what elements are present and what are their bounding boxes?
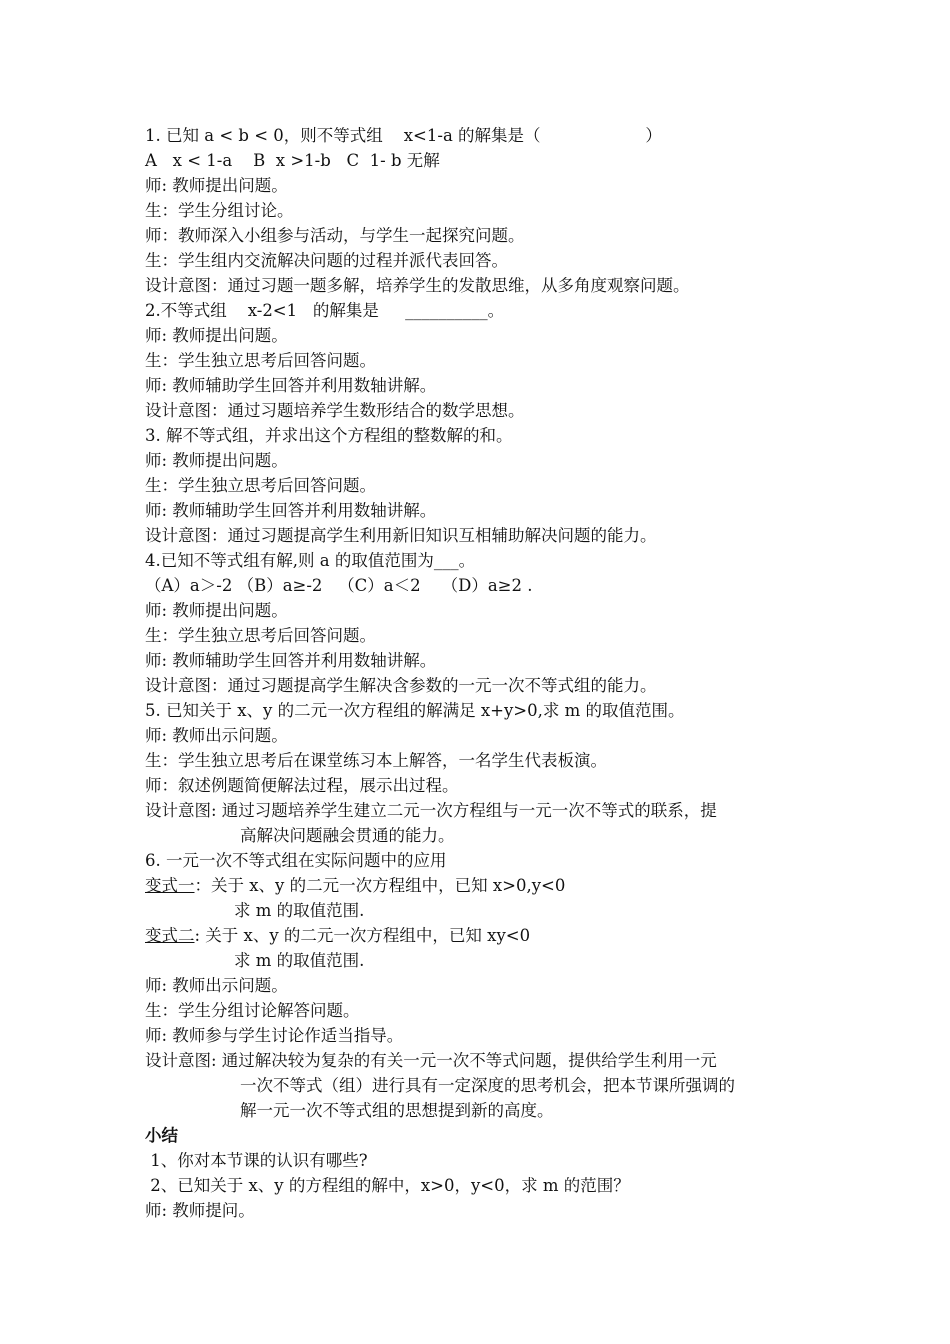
text-line: 生：学生分组讨论。 — [145, 201, 294, 220]
variant-one-text: ：关于 x、y 的二元一次方程组中，已知 x>0,y<0 — [194, 876, 566, 895]
text-line: 2、已知关于 x、y 的方程组的解中，x>0，y<0，求 m 的范围？ — [145, 1176, 630, 1195]
text-line — [145, 874, 565, 898]
text-line: 求 m 的取值范围. — [234, 951, 365, 970]
text-line: 2.不等式组 x-2<1 的解集是 __________。 — [145, 301, 505, 320]
text-line: 设计意图: 通过习题培养学生建立二元一次方程组与一元一次不等式的联系，提 — [145, 801, 717, 820]
text-line: 师: 教师提出问题。 — [145, 176, 288, 195]
variant-two-label: 变式二 — [145, 926, 195, 945]
text-line: 生：学生组内交流解决问题的过程并派代表回答。 — [145, 251, 508, 270]
text-line: 1. 已知 a < b < 0，则不等式组 x<1-a 的解集是（ ） — [145, 126, 662, 145]
text-line: 设计意图：通过习题提高学生解决含参数的一元一次不等式组的能力。 — [145, 676, 657, 695]
variant-one-label: 变式一 — [145, 876, 195, 895]
text-line: 1、你对本节课的认识有哪些? — [145, 1151, 368, 1170]
text-line: 解一元一次不等式组的思想提到新的高度。 — [240, 1101, 554, 1120]
section-heading: 小结 — [145, 1126, 178, 1145]
text-line: 设计意图：通过习题一题多解，培养学生的发散思维，从多角度观察问题。 — [145, 276, 690, 295]
text-line: 师：叙述例题简便解法过程，展示出过程。 — [145, 776, 459, 795]
text-line: 6. 一元一次不等式组在实际问题中的应用 — [145, 851, 447, 870]
text-line: 3. 解不等式组，并求出这个方程组的整数解的和。 — [145, 426, 513, 445]
text-line: 师：教师深入小组参与活动，与学生一起探究问题。 — [145, 226, 525, 245]
text-line: 师: 教师辅助学生回答并利用数轴讲解。 — [145, 501, 437, 520]
text-line: 设计意图：通过习题培养学生数形结合的数学思想。 — [145, 401, 525, 420]
text-line: 师: 教师提问。 — [145, 1201, 255, 1220]
text-line: 师: 教师提出问题。 — [145, 601, 288, 620]
text-line — [145, 924, 530, 948]
text-line: 生：学生独立思考后在课堂练习本上解答，一名学生代表板演。 — [145, 751, 607, 770]
text-line: 生：学生独立思考后回答问题。 — [145, 351, 376, 370]
text-line: 生：学生分组讨论解答问题。 — [145, 1001, 360, 1020]
text-line: 师: 教师辅助学生回答并利用数轴讲解。 — [145, 376, 437, 395]
text-line: 师: 教师提出问题。 — [145, 326, 288, 345]
text-line: 设计意图: 通过解决较为复杂的有关一元一次不等式问题，提供给学生利用一元 — [145, 1051, 717, 1070]
text-line: 设计意图：通过习题提高学生利用新旧知识互相辅助解决问题的能力。 — [145, 526, 657, 545]
text-line: 师: 教师辅助学生回答并利用数轴讲解。 — [145, 651, 437, 670]
text-line: 求 m 的取值范围. — [234, 901, 365, 920]
variant-two-text: : 关于 x、y 的二元一次方程组中，已知 xy<0 — [194, 926, 531, 945]
text-line: 师: 教师参与学生讨论作适当指导。 — [145, 1026, 404, 1045]
text-line: 4.已知不等式组有解,则 a 的取值范围为___。 — [145, 551, 476, 570]
text-line: 师: 教师出示问题。 — [145, 726, 288, 745]
text-line: 师: 教师出示问题。 — [145, 976, 288, 995]
text-line: 生：学生独立思考后回答问题。 — [145, 626, 376, 645]
text-line: 生：学生独立思考后回答问题。 — [145, 476, 376, 495]
text-line: 一次不等式（组）进行具有一定深度的思考机会，把本节课所强调的 — [240, 1076, 735, 1095]
text-line: （A）a＞-2 （B）a≥-2 （C）a＜2 （D）a≥2 . — [145, 576, 533, 595]
text-line: A x < 1-a B x >1-b C 1- b 无解 — [145, 151, 440, 170]
text-line: 5. 已知关于 x、y 的二元一次方程组的解满足 x+y>0,求 m 的取值范围。 — [145, 701, 685, 720]
text-line: 师: 教师提出问题。 — [145, 451, 288, 470]
text-line: 高解决问题融会贯通的能力。 — [240, 826, 455, 845]
